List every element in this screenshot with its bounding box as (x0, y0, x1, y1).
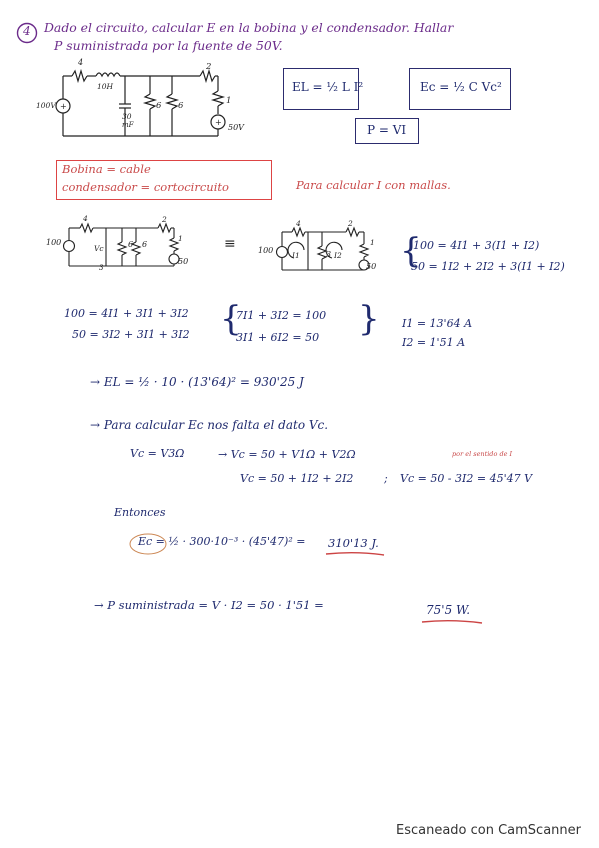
system-b2: 3I1 + 6I2 = 50 (236, 331, 320, 344)
vc-line-3: Vc = 50 + 1I2 + 2I2 (240, 472, 354, 485)
note-line-1: Bobina = cable (62, 162, 151, 176)
c2-node: Vc (94, 244, 104, 253)
p-result-underline (422, 619, 484, 625)
ec-result: 310'13 J. (328, 536, 379, 550)
vc-line-2: → Vc = 50 + V1Ω + V2Ω (218, 448, 356, 461)
problem-line-2: P suministrada por la fuente de 50V. (54, 38, 283, 53)
vc-intro: → Para calcular Ec nos falta el dato Vc. (90, 418, 329, 432)
c2-r-a: 6 (128, 240, 134, 249)
c3-r-top: 4 (296, 219, 301, 228)
c1-l-label: 10H (97, 82, 114, 91)
solution-i2: I2 = 1'51 A (402, 336, 466, 349)
mesh-eq-2: 50 = 1I2 + 2I2 + 3(I1 + I2) (411, 260, 565, 273)
c2-r-top: 4 (83, 214, 88, 223)
c3-source-left: 100 (258, 246, 274, 255)
c1-source-right: 50V (228, 123, 244, 132)
c3-r-top-right: 2 (348, 219, 353, 228)
system-a1: 100 = 4I1 + 3I1 + 3I2 (64, 307, 189, 320)
c2-r-top-right: 2 (162, 215, 167, 224)
p-result: 75'5 W. (426, 603, 471, 617)
svg-text:+: + (215, 118, 222, 127)
c1-r-mid2: 6 (178, 101, 184, 111)
equivalence-sign: ≡ (224, 236, 236, 252)
ec-result-underline (326, 551, 386, 557)
entonces-label: Entonces (114, 506, 166, 519)
c1-r-right: 1 (226, 96, 232, 106)
c2-source-right: 50 (178, 257, 189, 266)
c1-cap-label-a: 30 (122, 112, 132, 121)
ec-calculation: Ec = ½ · 300·10⁻³ · (45'47)² = (138, 535, 306, 548)
c3-i1: I1 (292, 251, 300, 260)
system-a2: 50 = 3I2 + 3I1 + 3I2 (72, 328, 190, 341)
c3-source-right: 50 (366, 262, 377, 271)
circuit-2 (58, 218, 190, 274)
c1-r-top-right: 2 (206, 62, 212, 72)
mesh-brace: { (400, 231, 422, 271)
vc-line-4: Vc = 50 - 3I2 = 45'47 V (400, 472, 533, 485)
c3-i2: I2 (334, 251, 342, 260)
problem-line-1: Dado el circuito, calcular E en la bobina y el condensador. Hallar (44, 20, 454, 35)
circuit-3 (272, 222, 378, 278)
c3-r-mid: 3 (326, 250, 332, 259)
formula-el: EL = ½ L I² (292, 80, 364, 94)
c3-r-right: 1 (370, 238, 375, 247)
note-line-2: condensador = cortocircuito (62, 180, 229, 194)
c1-r-top: 4 (78, 58, 84, 67)
c2-r-right: 1 (178, 234, 183, 243)
svg-text:+: + (60, 102, 67, 111)
problem-number: 4 (23, 24, 31, 38)
c2-r-b: 6 (142, 240, 148, 249)
el-calculation: → EL = ½ · 10 · (13'64)² = 930'25 J (90, 375, 304, 389)
p-calculation: → P suministrada = V · I2 = 50 · 1'51 = (94, 598, 324, 612)
c1-cap-label-b: mF (122, 121, 134, 129)
scanner-watermark: Escaneado con CamScanner (395, 823, 581, 838)
mesh-eq-1: 100 = 4I1 + 3(I1 + I2) (413, 239, 540, 252)
formula-p: P = VI (367, 123, 407, 137)
c2-source-left: 100 (46, 238, 62, 247)
note-mallas: Para calcular I con mallas. (296, 178, 451, 192)
c1-r-mid1: 6 (156, 101, 162, 111)
c2-ground: 3 (99, 264, 104, 272)
system-brace-right: } (358, 299, 380, 339)
vc-line-1: Vc = V3Ω (130, 447, 185, 460)
vc-direction-note: por el sentido de I (452, 450, 513, 458)
solution-i1: I1 = 13'64 A (402, 317, 473, 330)
vc-separator: ; (384, 472, 388, 485)
system-brace-left: { (220, 299, 242, 339)
formula-ec: Ec = ½ C Vc² (420, 80, 502, 94)
c1-source-left: 100V (36, 101, 56, 110)
circuit-1 (50, 58, 250, 148)
system-b1: 7I1 + 3I2 = 100 (236, 309, 327, 322)
